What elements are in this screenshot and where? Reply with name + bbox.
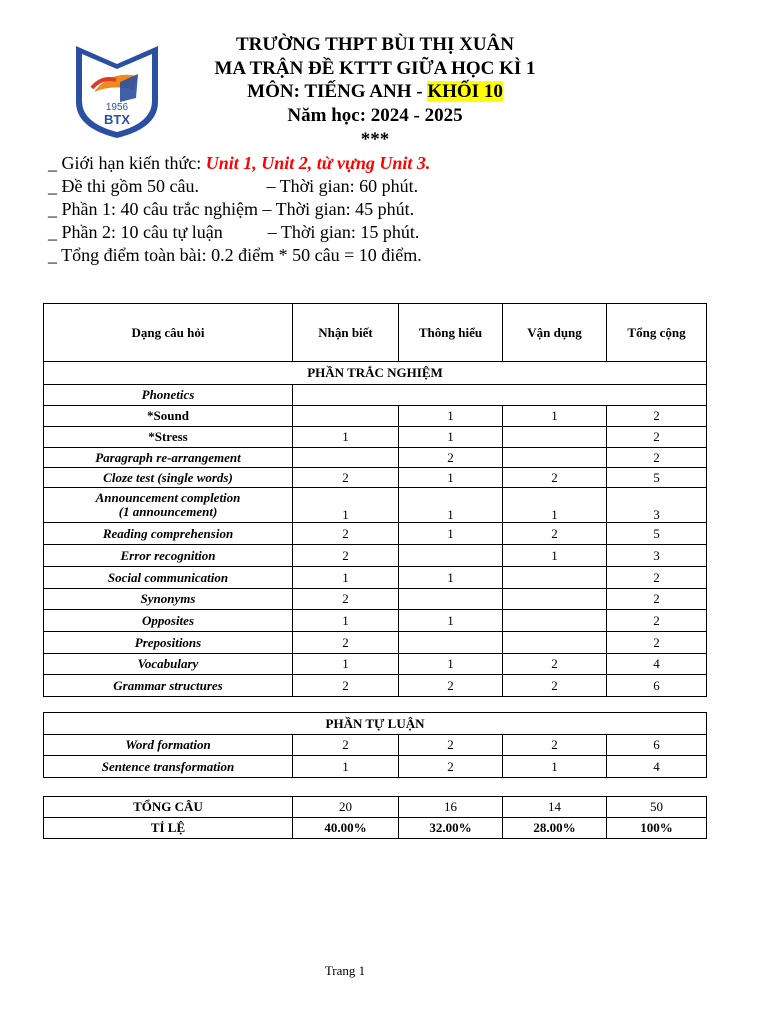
row-label: Prepositions — [44, 632, 293, 654]
cell-comprehension: 1 — [399, 567, 503, 589]
cell-application — [503, 632, 607, 654]
row-label: Error recognition — [44, 545, 293, 567]
grade-highlight: KHỐI 10 — [427, 81, 503, 102]
cell-application — [503, 589, 607, 610]
logo-year: 1956 — [105, 102, 129, 113]
table-row — [44, 468, 707, 488]
logo-abbr: BTX — [104, 112, 130, 127]
cell-recognition: 1 — [293, 567, 399, 589]
cell-total: 4 — [607, 654, 707, 675]
cell-recognition — [293, 406, 399, 427]
cell-recognition: 2 — [293, 632, 399, 654]
cell-application — [503, 448, 607, 468]
page-number: Trang 1 — [324, 963, 366, 978]
cell-recognition: 1 — [293, 756, 399, 778]
cell-recognition: 2 — [293, 523, 399, 545]
cell-total: 4 — [607, 756, 707, 778]
cell-comprehension: 32.00% — [399, 818, 503, 839]
school-logo — [72, 40, 162, 140]
cell-total: 2 — [607, 589, 707, 610]
section-row — [44, 362, 707, 385]
row-label-total-questions: TỔNG CÂU — [44, 797, 293, 818]
table-row — [44, 735, 707, 756]
cell-total: 2 — [607, 567, 707, 589]
cell-comprehension: 2 — [399, 675, 503, 697]
row-label: Vocabulary — [44, 654, 293, 675]
cell-total: 3 — [607, 545, 707, 567]
scope-line — [48, 152, 430, 175]
info-line-2: _ Đề thi gồm 50 câu. – Thời gian: 60 phút. — [48, 176, 419, 196]
cell-total: 50 — [607, 797, 707, 818]
row-label: *Stress — [44, 427, 293, 448]
table-row — [44, 545, 707, 567]
cell-application — [503, 427, 607, 448]
school-name: TRƯỜNG THPT BÙI THỊ XUÂN — [235, 34, 514, 55]
row-label: Sentence transformation — [44, 756, 293, 778]
cell-application: 1 — [503, 406, 607, 427]
cell-total: 100% — [607, 818, 707, 839]
row-label: Opposites — [44, 610, 293, 632]
cell-comprehension: 1 — [399, 406, 503, 427]
header-application: Vận dụng — [503, 304, 607, 362]
row-label: Grammar structures — [44, 675, 293, 697]
cell-comprehension: 1 — [399, 523, 503, 545]
cell-comprehension: 2 — [399, 735, 503, 756]
row-label: Announcement completion — [95, 490, 241, 505]
cell-recognition: 2 — [293, 675, 399, 697]
cell-application: 14 — [503, 797, 607, 818]
cell-recognition: 2 — [293, 735, 399, 756]
table-row — [44, 523, 707, 545]
cell-recognition: 2 — [293, 545, 399, 567]
cell-application — [503, 567, 607, 589]
cell-application: 2 — [503, 523, 607, 545]
doc-title: MA TRẬN ĐỀ KTTT GIỮA HỌC KÌ 1 — [214, 58, 536, 79]
cell-comprehension: 1 — [399, 654, 503, 675]
row-label: Reading comprehension — [44, 523, 293, 545]
cell-comprehension: 2 — [399, 448, 503, 468]
cell-application: 1 — [503, 756, 607, 778]
cell-application: 2 — [503, 468, 607, 488]
table-row — [44, 797, 707, 818]
cell-total: 6 — [607, 675, 707, 697]
cell-comprehension — [399, 632, 503, 654]
table-row — [44, 427, 707, 448]
table-row — [44, 385, 707, 406]
cell-comprehension: 2 — [399, 756, 503, 778]
cell-total: 5 — [607, 468, 707, 488]
cell-recognition: 1 — [293, 488, 399, 523]
table-row — [44, 406, 707, 427]
header-comprehension: Thông hiểu — [399, 304, 503, 362]
cell-total: 5 — [607, 523, 707, 545]
info-line-4: _ Phần 2: 10 câu tự luận – Thời gian: 15 phút. — [48, 222, 420, 242]
cell-recognition: 40.00% — [293, 818, 399, 839]
matrix-table-totals — [43, 796, 707, 839]
table-row — [44, 610, 707, 632]
table-row — [44, 567, 707, 589]
cell-application: 2 — [503, 654, 607, 675]
row-sublabel: (1 announcement) — [118, 504, 218, 519]
cell-total: 2 — [607, 632, 707, 654]
table-row — [44, 448, 707, 468]
cell-application: 28.00% — [503, 818, 607, 839]
table-row — [44, 632, 707, 654]
cell-comprehension: 1 — [399, 427, 503, 448]
matrix-table-essay — [43, 712, 707, 778]
section-multiple-choice: PHẦN TRẮC NGHIỆM — [44, 362, 707, 385]
scope-label: _ Giới hạn kiến thức: — [48, 153, 206, 173]
table-row — [44, 818, 707, 839]
cell-comprehension: 1 — [399, 488, 503, 523]
cell-application: 1 — [503, 488, 607, 523]
cell-total: 6 — [607, 735, 707, 756]
cell-application: 1 — [503, 545, 607, 567]
school-year: Năm học: 2024 - 2025 — [287, 105, 463, 126]
row-label: *Sound — [44, 406, 293, 427]
cell-application: 2 — [503, 675, 607, 697]
row-label-announcement — [44, 488, 293, 523]
row-label-phonetics: Phonetics — [44, 385, 293, 406]
table-row — [44, 756, 707, 778]
row-label: Social communication — [44, 567, 293, 589]
cell-application — [503, 610, 607, 632]
info-line-3: _ Phần 1: 40 câu trắc nghiệm – Thời gian: 45 phút. — [48, 199, 415, 219]
row-label: Word formation — [44, 735, 293, 756]
section-row — [44, 713, 707, 735]
cell-application: 2 — [503, 735, 607, 756]
row-label: Synonyms — [44, 589, 293, 610]
section-essay: PHẦN TỰ LUẬN — [44, 713, 707, 735]
cell-comprehension: 1 — [399, 468, 503, 488]
table-row — [44, 675, 707, 697]
matrix-table-multiple-choice — [43, 303, 707, 697]
cell-comprehension — [399, 545, 503, 567]
header-recognition: Nhận biết — [293, 304, 399, 362]
header-question-type: Dạng câu hỏi — [44, 304, 293, 362]
info-line-5: _ Tổng điểm toàn bài: 0.2 điểm * 50 câu = 10 điểm. — [48, 245, 422, 265]
cell-total: 2 — [607, 448, 707, 468]
cell-comprehension — [399, 589, 503, 610]
cell-comprehension: 16 — [399, 797, 503, 818]
table-header-row — [44, 304, 707, 362]
cell-recognition: 2 — [293, 589, 399, 610]
table-row — [44, 589, 707, 610]
table-row — [44, 654, 707, 675]
cell-comprehension: 1 — [399, 610, 503, 632]
cell-recognition: 2 — [293, 468, 399, 488]
phonetics-blank — [293, 385, 707, 406]
cell-recognition — [293, 448, 399, 468]
cell-total: 2 — [607, 406, 707, 427]
cell-total: 2 — [607, 610, 707, 632]
cell-recognition: 1 — [293, 427, 399, 448]
header-total: Tổng cộng — [607, 304, 707, 362]
subject-line — [160, 80, 590, 103]
row-label-ratio: TỈ LỆ — [44, 818, 293, 839]
subject-prefix: MÔN: TIẾNG ANH - — [247, 81, 428, 102]
stars-divider: *** — [360, 129, 390, 150]
cell-recognition: 20 — [293, 797, 399, 818]
scope-value: Unit 1, Unit 2, từ vựng Unit 3. — [205, 153, 431, 173]
cell-total: 3 — [607, 488, 707, 523]
cell-recognition: 1 — [293, 654, 399, 675]
row-label: Paragraph re-arrangement — [44, 448, 293, 468]
cell-recognition: 1 — [293, 610, 399, 632]
cell-total: 2 — [607, 427, 707, 448]
row-label: Cloze test (single words) — [44, 468, 293, 488]
table-row — [44, 488, 707, 523]
